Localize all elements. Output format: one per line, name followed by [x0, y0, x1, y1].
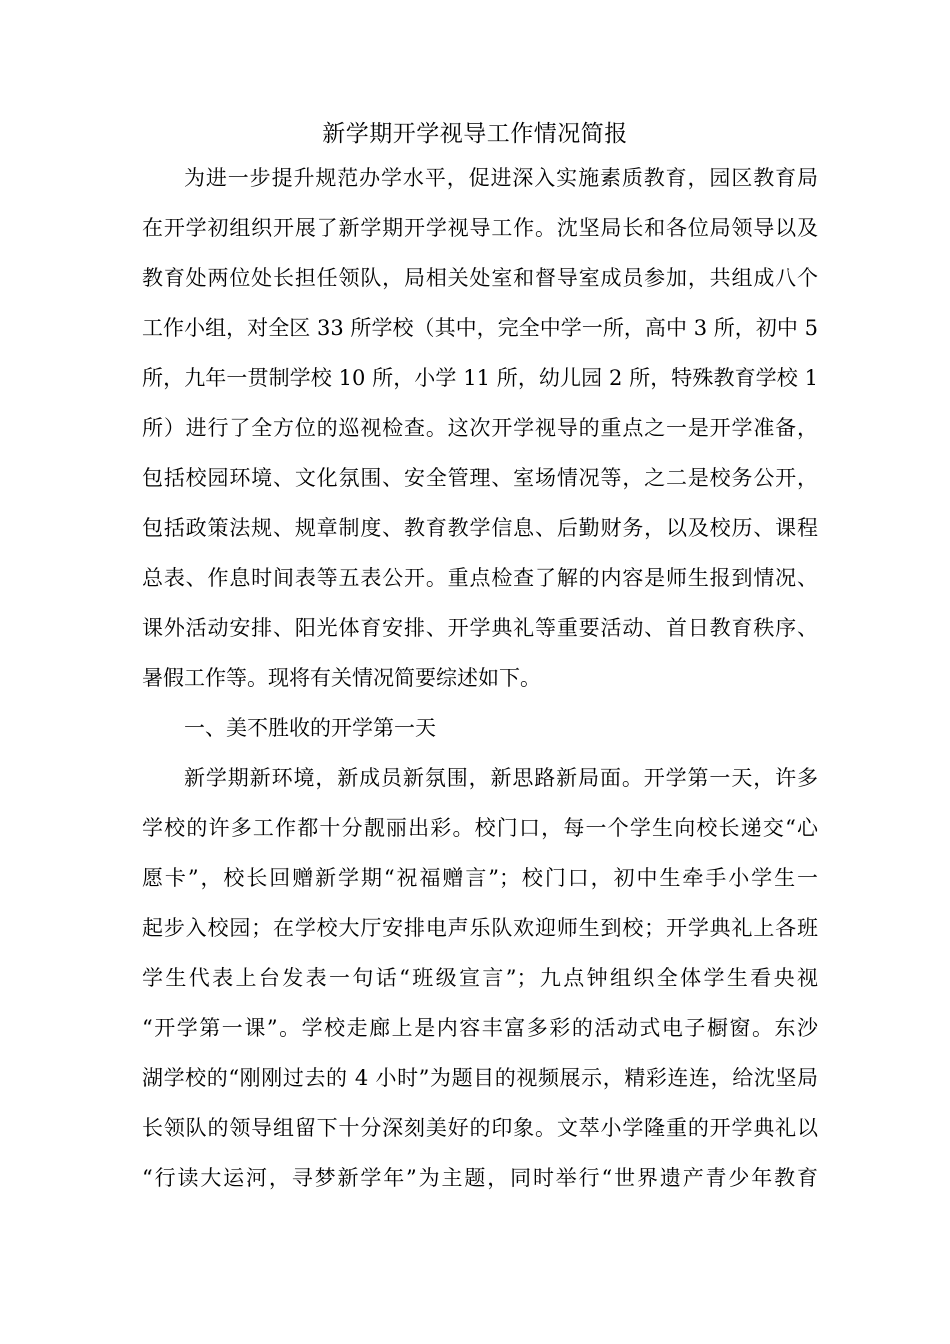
paragraph-line: 所）进行了全方位的巡视检查。这次开学视导的重点之一是开学准备， [142, 416, 818, 440]
paragraph-line: 教育处两位处长担任领队，局相关处室和督导室成员参加，共组成八个 [142, 266, 818, 290]
paragraph-line: 所，九年一贯制学校 10 所，小学 11 所，幼儿园 2 所，特殊教育学校 1 [142, 366, 818, 390]
paragraph-line: 长领队的领导组留下十分深刻美好的印象。文萃小学隆重的开学典礼以 [142, 1116, 818, 1140]
paragraph-line: 课外活动安排、阳光体育安排、开学典礼等重要活动、首日教育秩序、 [142, 616, 818, 640]
paragraph-line: “行读大运河，寻梦新学年”为主题，同时举行“世界遗产青少年教育 [142, 1166, 818, 1190]
document-title: 新学期开学视导工作情况简报 [322, 121, 628, 147]
paragraph-line: 包括政策法规、规章制度、教育教学信息、后勤财务，以及校历、课程 [142, 516, 818, 540]
paragraph-line: 总表、作息时间表等五表公开。重点检查了解的内容是师生报到情况、 [142, 566, 818, 590]
paragraph-line: 愿卡”，校长回赠新学期“祝福赠言”；校门口，初中生牵手小学生一 [142, 866, 818, 890]
paragraph-line: 新学期新环境，新成员新氛围，新思路新局面。开学第一天，许多 [184, 766, 818, 790]
paragraph-line: 暑假工作等。现将有关情况简要综述如下。 [142, 666, 541, 690]
paragraph-line: 为进一步提升规范办学水平，促进深入实施素质教育，园区教育局 [184, 166, 818, 190]
paragraph-line: 学校的许多工作都十分靓丽出彩。校门口，每一个学生向校长递交“心 [142, 816, 818, 840]
paragraph-line: 学生代表上台发表一句话“班级宣言”；九点钟组织全体学生看央视 [142, 966, 818, 990]
paragraph-line: 包括校园环境、文化氛围、安全管理、室场情况等，之二是校务公开， [142, 466, 818, 490]
paragraph-line: 工作小组，对全区 33 所学校（其中，完全中学一所，高中 3 所，初中 5 [142, 316, 818, 340]
paragraph-line: “开学第一课”。学校走廊上是内容丰富多彩的活动式电子橱窗。东沙 [142, 1016, 818, 1040]
paragraph-line: 起步入校园；在学校大厅安排电声乐队欢迎师生到校；开学典礼上各班 [142, 916, 818, 940]
paragraph-line: 在开学初组织开展了新学期开学视导工作。沈坚局长和各位局领导以及 [142, 216, 818, 240]
section-heading: 一、美不胜收的开学第一天 [184, 716, 436, 740]
paragraph-line: 湖学校的“刚刚过去的 4 小时”为题目的视频展示，精彩连连，给沈坚局 [142, 1066, 818, 1090]
